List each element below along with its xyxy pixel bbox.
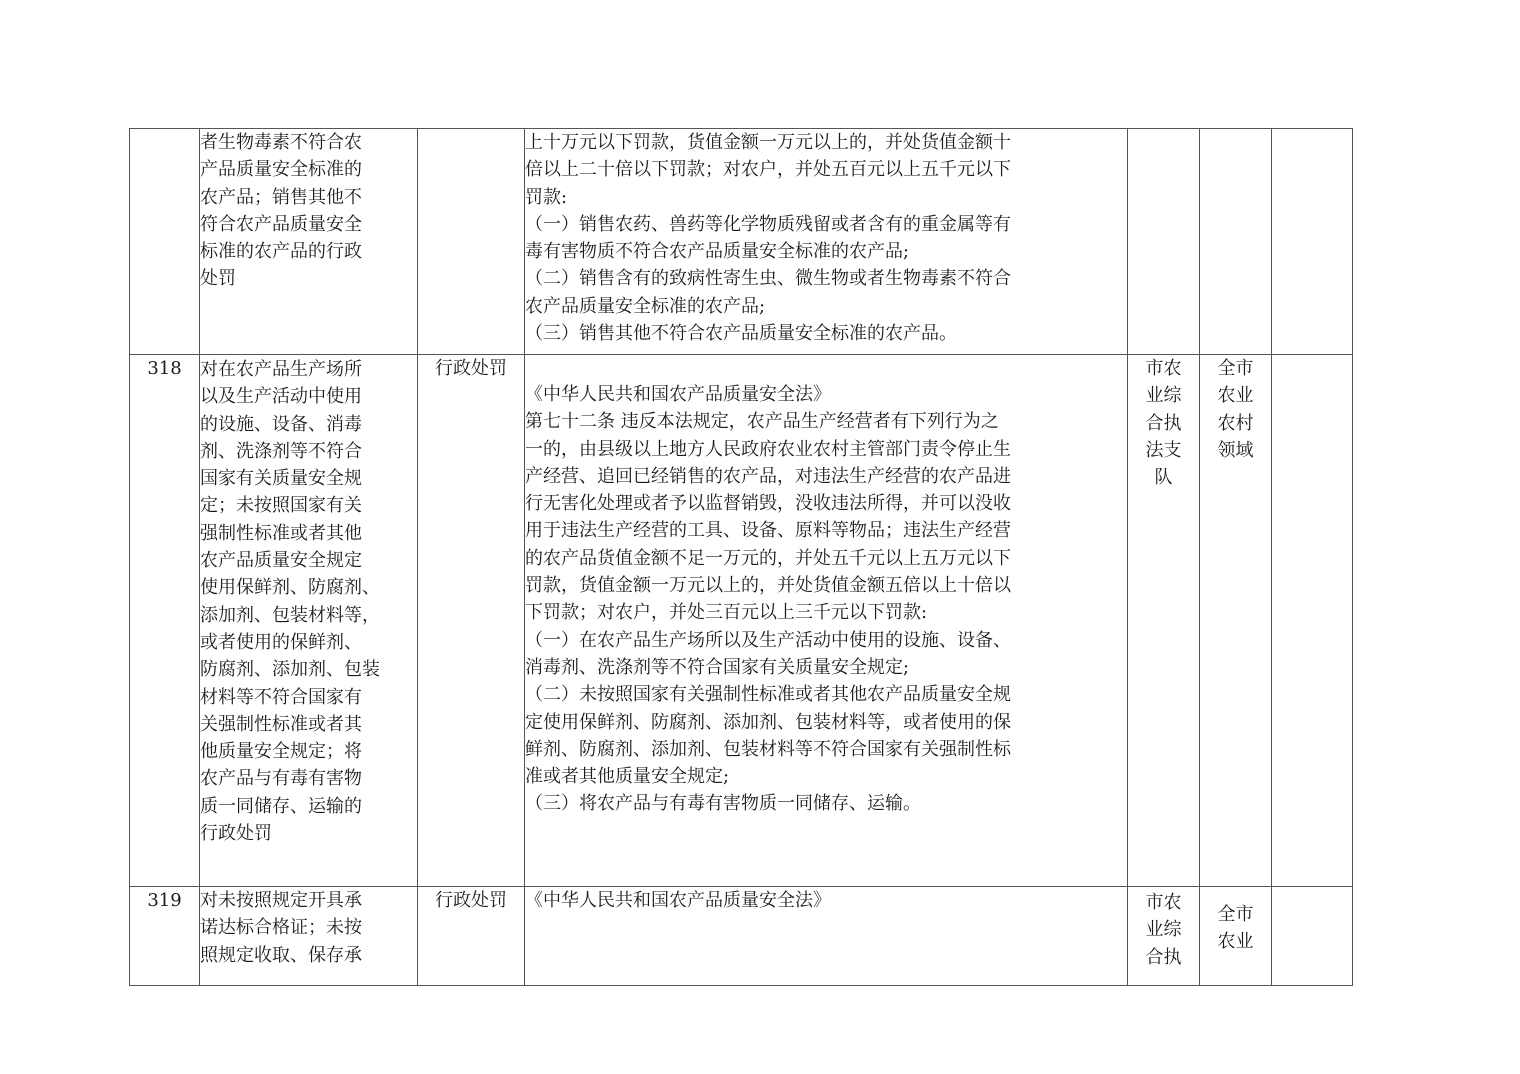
- department-cell: [1128, 355, 1200, 887]
- legal-basis-line: 定使用保鲜剂、防腐剂、添加剂、包装材料等，或者使用的保: [525, 711, 1011, 733]
- legal-basis-cell: [525, 887, 1128, 986]
- item-name-line: 或者使用的保鲜剂、: [200, 631, 362, 653]
- item-name-line: 强制性标准或者其他: [200, 522, 362, 544]
- scope-cell: [1200, 887, 1272, 986]
- item-name-cell: [200, 355, 418, 887]
- item-name-line: 防腐剂、添加剂、包装: [200, 659, 380, 681]
- item-name-line: 农产品质量安全规定: [200, 550, 362, 572]
- item-name-line: 使用保鲜剂、防腐剂、: [200, 577, 380, 599]
- item-type-cell: [418, 129, 525, 355]
- item-name-line: 的设施、设备、消毒: [200, 413, 362, 435]
- legal-basis-line: 上十万元以下罚款，货值金额一万元以上的，并处货值金额十: [525, 132, 1011, 153]
- legal-basis-line: 倍以上二十倍以下罚款；对农户，并处五百元以上五千元以下: [525, 159, 1011, 181]
- table-row: [130, 129, 1353, 355]
- item-type-cell: 行政处罚: [418, 355, 525, 887]
- scope-line: 领域: [1217, 439, 1254, 461]
- item-name-line: 产品质量安全标准的: [200, 159, 362, 181]
- legal-basis-line: 《中华人民共和国农产品质量安全法》: [525, 890, 831, 911]
- scope-cell: [1200, 129, 1272, 355]
- item-name-line: 标准的农产品的行政: [200, 241, 362, 263]
- legal-basis-line: （二）未按照国家有关强制性标准或者其他农产品质量安全规: [525, 684, 1011, 706]
- legal-basis-line: 消毒剂、洗涤剂等不符合国家有关质量安全规定;: [525, 656, 910, 678]
- item-type-cell: 行政处罚: [418, 887, 525, 986]
- item-number-cell: 319: [130, 887, 200, 986]
- legal-basis-line: 一的，由县级以上地方人民政府农业农村主管部门责令停止生: [525, 438, 1011, 460]
- item-number-cell: 318: [130, 355, 200, 887]
- item-name-line: 诺达标合格证；未按: [200, 917, 362, 939]
- legal-basis-line: 农产品质量安全标准的农产品;: [525, 295, 766, 317]
- item-number-cell: [130, 129, 200, 355]
- legal-basis-line: 准或者其他质量安全规定;: [525, 766, 730, 788]
- item-name-line: 剂、洗涤剂等不符合: [200, 440, 362, 462]
- enforcement-items-table: [129, 128, 1353, 986]
- item-name-line: 定；未按照国家有关: [200, 495, 362, 517]
- department-line: 业综: [1145, 385, 1182, 407]
- item-name-line: 农产品；销售其他不: [200, 186, 362, 208]
- item-name-line: 农产品与有毒有害物: [200, 768, 362, 790]
- scope-line: 农业: [1217, 931, 1254, 953]
- item-name-line: 质一同储存、运输的: [200, 795, 362, 817]
- item-name-line: 者生物毒素不符合农: [200, 132, 362, 153]
- department-line: 市农: [1145, 358, 1182, 379]
- department-line: 业综: [1145, 919, 1182, 941]
- legal-basis-line: 行无害化处理或者予以监督销毁，没收违法所得，并可以没收: [525, 493, 1011, 515]
- legal-basis-line: （一）销售农药、兽药等化学物质残留或者含有的重金属等有: [525, 213, 1011, 235]
- scope-line: 农业: [1217, 385, 1254, 407]
- item-name-line: 国家有关质量安全规: [200, 468, 362, 490]
- legal-basis-line: （三）将农产品与有毒有害物质一同储存、运输。: [525, 793, 921, 815]
- legal-basis-cell: [525, 129, 1128, 355]
- legal-basis-line: 下罚款；对农户，并处三百元以上三千元以下罚款:: [525, 602, 928, 624]
- department-cell: [1128, 887, 1200, 986]
- item-name-cell: [200, 887, 418, 986]
- item-name-line: 关强制性标准或者其: [200, 713, 362, 735]
- legal-basis-line: 罚款，货值金额一万元以上的，并处货值金额五倍以上十倍以: [525, 575, 1011, 597]
- legal-basis-line: 毒有害物质不符合农产品质量安全标准的农产品;: [525, 241, 910, 263]
- department-line: 市农: [1145, 892, 1182, 913]
- legal-basis-line: （一）在农产品生产场所以及生产活动中使用的设施、设备、: [525, 629, 1011, 651]
- scope-line: 全市: [1217, 358, 1254, 379]
- department-cell: [1128, 129, 1200, 355]
- item-name-line: 材料等不符合国家有: [200, 686, 362, 708]
- legal-basis-line: 用于违法生产经营的工具、设备、原料等物品；违法生产经营: [525, 520, 1011, 542]
- item-name-cell: [200, 129, 418, 355]
- scope-line: 农村: [1217, 412, 1254, 434]
- department-line: 法支: [1145, 439, 1182, 461]
- legal-basis-line: 第七十二条 违反本法规定，农产品生产经营者有下列行为之: [525, 411, 999, 433]
- legal-basis-line: 的农产品货值金额不足一万元的，并处五千元以上五万元以下: [525, 547, 1011, 569]
- item-name-line: 照规定收取、保存承: [200, 944, 362, 966]
- item-name-line: 符合农产品质量安全: [200, 213, 362, 235]
- item-name-line: 对在农产品生产场所: [200, 359, 362, 380]
- item-name-line: 他质量安全规定；将: [200, 741, 362, 763]
- remark-cell: [1272, 355, 1353, 887]
- legal-basis-line: 罚款:: [525, 186, 568, 208]
- scope-cell: [1200, 355, 1272, 887]
- department-line: 合执: [1145, 412, 1182, 434]
- legal-basis-line: （二）销售含有的致病性寄生虫、微生物或者生物毒素不符合: [525, 268, 1011, 290]
- table-row: [130, 887, 1353, 986]
- item-name-line: 以及生产活动中使用: [200, 386, 362, 408]
- item-name-line: 处罚: [200, 268, 236, 290]
- legal-basis-line: 鲜剂、防腐剂、添加剂、包装材料等不符合国家有关强制性标: [525, 738, 1011, 760]
- scope-line: 全市: [1217, 904, 1254, 925]
- item-name-line: 添加剂、包装材料等，: [200, 604, 380, 626]
- legal-basis-line: （三）销售其他不符合农产品质量安全标准的农产品。: [525, 323, 957, 345]
- table-row: [130, 355, 1353, 887]
- department-line: 合执: [1145, 946, 1182, 968]
- legal-basis-line: 产经营、追回已经销售的农产品，对违法生产经营的农产品进: [525, 465, 1011, 487]
- legal-basis-cell: [525, 355, 1128, 887]
- item-name-line: 行政处罚: [200, 823, 272, 845]
- remark-cell: [1272, 129, 1353, 355]
- department-line: 队: [1154, 467, 1173, 489]
- legal-basis-line: 《中华人民共和国农产品质量安全法》: [525, 384, 831, 405]
- item-name-line: 对未按照规定开具承: [200, 890, 362, 911]
- remark-cell: [1272, 887, 1353, 986]
